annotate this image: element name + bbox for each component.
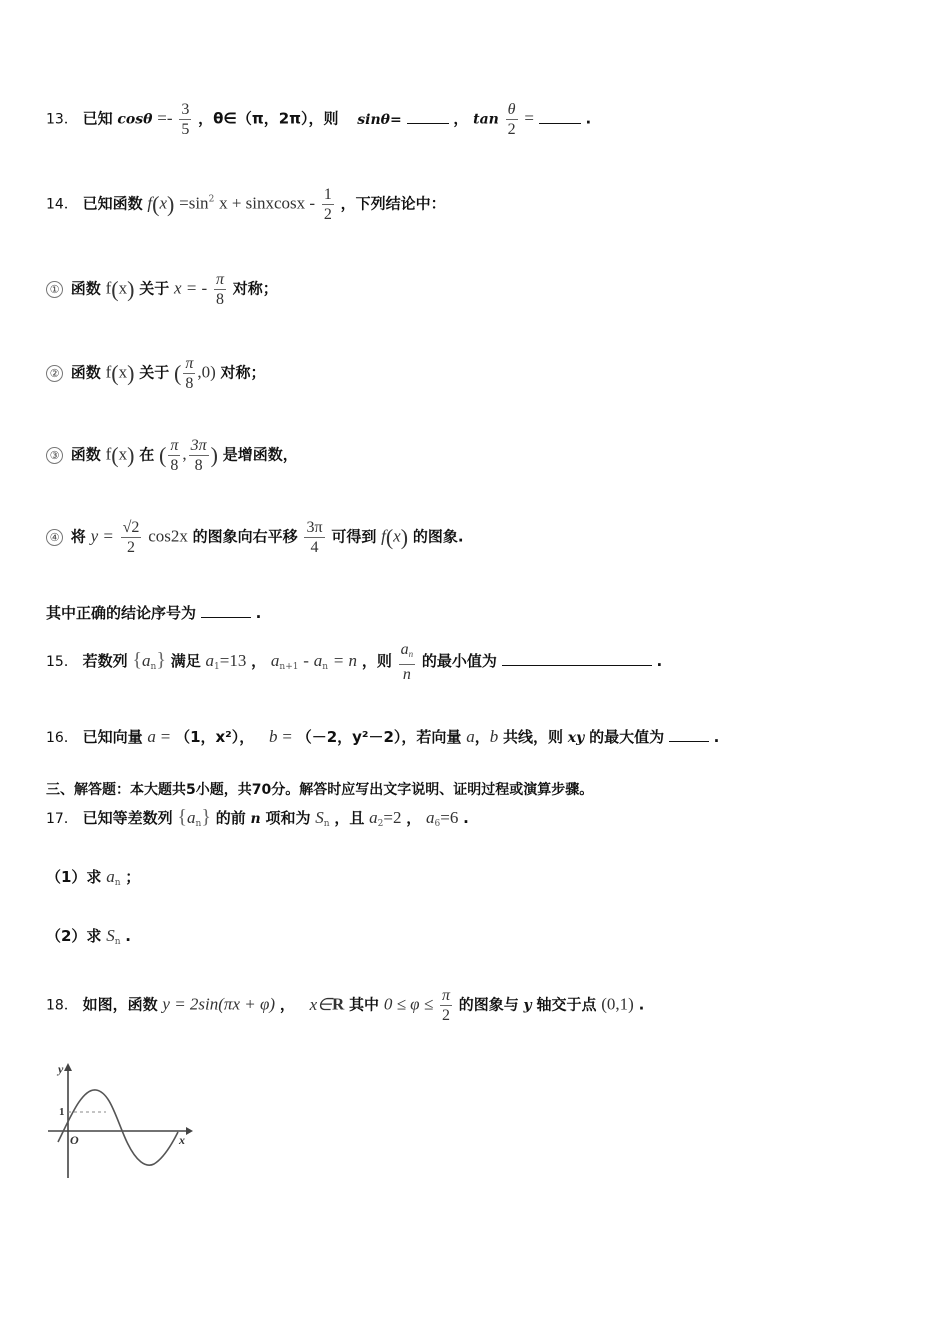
section-heading: 三、解答题：本大题共5小题，共70分。解答时应写出文字说明、证明过程或演算步骤。 — [46, 782, 594, 798]
fraction: $\frac{\pi}{2}$ — [441, 987, 450, 1024]
sine-curve — [58, 1090, 178, 1165]
y-axis-arrow — [64, 1063, 72, 1071]
answer-blank[interactable] — [407, 109, 449, 124]
fraction: $\frac{\pi}{8}$ — [185, 355, 194, 392]
tick-label-1: 1 — [59, 1106, 65, 1118]
x-axis-arrow — [186, 1127, 193, 1135]
origin-label: O — [70, 1133, 79, 1147]
statement-3: ③ 函数 f(x) 在 ( $\frac{\pi}{8}$ , $\frac{3\pi}{8}$ ) 是增函数， — [46, 436, 298, 475]
fraction: $\frac{\pi}{8}$ — [170, 437, 179, 474]
statement-4: ④ 将 y = $\frac{√2}{2}$ cos2x 的图象向右平移 $\frac{3\pi}{4}$ 可得到 f(x) 的图象. — [46, 518, 464, 557]
question-18: 18． 如图，函数 y = 2sin(πx + φ) ， x∈R 其中 0 ≤ φ ≤ $\frac{\pi}{2}$ 的图象与 y 轴交于点 (0,1) . — [46, 987, 645, 1024]
question-14: 14． 已知函数 $f(x) =\sin^2$ x + sinxcosx - $\frac{1}{2}$ ，下列结论中： — [46, 186, 446, 223]
statement-1: ① 函数 f(x) 关于 x = - $\frac{\pi}{8}$ 对称； — [46, 270, 278, 309]
fraction: $\frac{1}{2}$ — [323, 186, 332, 223]
sine-graph — [44, 1060, 194, 1182]
question-16: 16． 已知向量 a = （1，x²）， b = （－2，y²－2），若向量 a，b 共线，则 xy 的最大值为 . — [46, 727, 720, 746]
question-17-part-1: （1）求 $a_n$ ； — [46, 867, 141, 888]
y-axis-label: y — [58, 1062, 64, 1076]
fraction: $\frac{\theta}{2}$ — [507, 101, 516, 138]
fraction: $\frac{3}{5}$ — [181, 101, 190, 138]
question-number: 13． — [46, 111, 78, 128]
fraction: $\frac{3\pi}{4}$ — [306, 519, 323, 556]
fraction: $\frac{3\pi}{8}$ — [190, 437, 207, 474]
fraction: $\frac{\pi}{8}$ — [215, 271, 224, 308]
question-13: 13． 已知 cosθ =- $\frac{3}{5}$ ，θ∈（π，2π），则 sinθ= ， tan $\frac{\theta}{2}$ = . — [46, 101, 592, 138]
statement-2: ② 函数 f(x) 关于 ( $\frac{\pi}{8}$ ,0) 对称； — [46, 354, 266, 393]
conclusion-prompt: 其中正确的结论序号为 . — [46, 604, 262, 622]
question-15: 15． 若数列 $\{a_n\}$ 满足 $a_1=13$ ， $a_{n+1} - a_n = n$ ，则 $\frac{a_n}{n}$ 的最小值为 . — [46, 641, 663, 683]
question-17: 17． 已知等差数列 $\{a_n\}$ 的前 n 项和为 $S_n$ ，且 $a_2=2$ ， $a_6=6$ . — [46, 806, 469, 829]
answer-blank[interactable] — [201, 603, 251, 618]
question-17-part-2: （2）求 $S_n$ . — [46, 926, 131, 947]
answer-blank[interactable] — [502, 651, 652, 666]
x-axis-label: x — [179, 1133, 185, 1147]
fraction: $\frac{a_n}{n}$ — [400, 641, 414, 683]
fraction: $\frac{√2}{2}$ — [122, 519, 140, 556]
answer-blank[interactable] — [669, 727, 709, 742]
answer-blank[interactable] — [539, 109, 581, 124]
